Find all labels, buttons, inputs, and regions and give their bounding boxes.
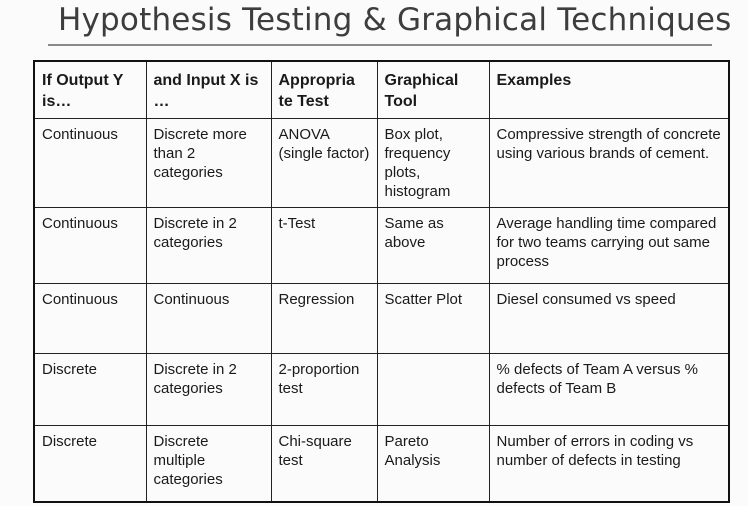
cell-example: Diesel consumed vs speed bbox=[489, 284, 729, 354]
cell-graphical-tool bbox=[377, 354, 489, 426]
cell-input: Continuous bbox=[146, 284, 271, 354]
cell-output: Discrete bbox=[34, 354, 146, 426]
cell-output: Continuous bbox=[34, 284, 146, 354]
page-title: Hypothesis Testing & Graphical Techniques bbox=[58, 2, 732, 38]
table-row bbox=[34, 208, 729, 284]
cell-output: Continuous bbox=[34, 208, 146, 284]
cell-test: 2-proportion test bbox=[271, 354, 377, 426]
table-row bbox=[34, 284, 729, 354]
cell-example: Average handling time compared for two teams carrying out same process bbox=[489, 208, 729, 284]
cell-test: ANOVA (single factor) bbox=[271, 119, 377, 208]
header-test: Appropria te Test bbox=[271, 61, 377, 119]
header-graphical-tool: Graphical Tool bbox=[377, 61, 489, 119]
cell-test: Chi-square test bbox=[271, 426, 377, 502]
table-row bbox=[34, 426, 729, 502]
cell-example: % defects of Team A versus % defects of Team B bbox=[489, 354, 729, 426]
header-input: and Input X is … bbox=[146, 61, 271, 119]
table-row bbox=[34, 354, 729, 426]
cell-input: Discrete in 2 categories bbox=[146, 208, 271, 284]
cell-input: Discrete in 2 categories bbox=[146, 354, 271, 426]
table-row bbox=[34, 119, 729, 208]
cell-input: Discrete more than 2 categories bbox=[146, 119, 271, 208]
cell-input: Discrete multiple categories bbox=[146, 426, 271, 502]
header-row bbox=[34, 61, 729, 119]
cell-graphical-tool: Pareto Analysis bbox=[377, 426, 489, 502]
cell-graphical-tool: Box plot, frequency plots, histogram bbox=[377, 119, 489, 208]
cell-graphical-tool: Same as above bbox=[377, 208, 489, 284]
cell-output: Discrete bbox=[34, 426, 146, 502]
header-examples: Examples bbox=[489, 61, 729, 119]
cell-test: t-Test bbox=[271, 208, 377, 284]
cell-graphical-tool: Scatter Plot bbox=[377, 284, 489, 354]
header-output: If Output Y is… bbox=[34, 61, 146, 119]
cell-example: Compressive strength of concrete using various brands of cement. bbox=[489, 119, 729, 208]
cell-example: Number of errors in coding vs number of defects in testing bbox=[489, 426, 729, 502]
hypothesis-test-table bbox=[33, 60, 730, 503]
title-underline bbox=[48, 44, 712, 46]
cell-output: Continuous bbox=[34, 119, 146, 208]
cell-test: Regression bbox=[271, 284, 377, 354]
